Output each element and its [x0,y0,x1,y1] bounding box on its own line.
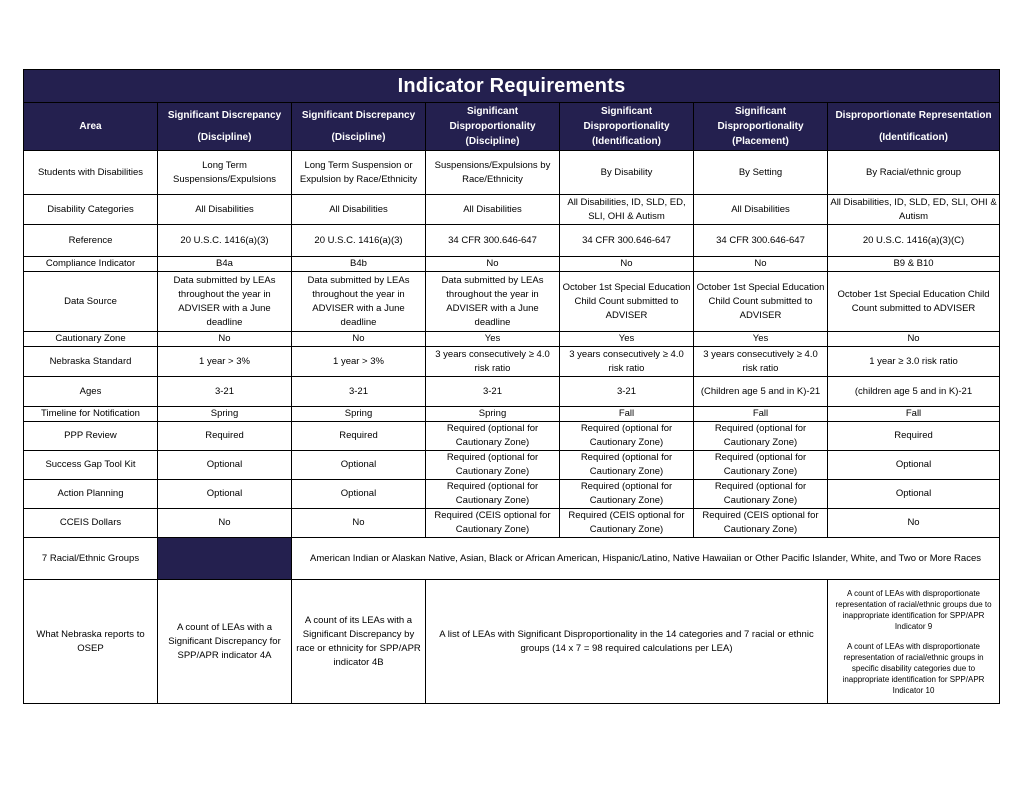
indicator-requirements-table [23,69,1000,704]
table-row [24,151,1000,195]
header-disproportionality-identification [560,103,694,151]
table-cell: 34 CFR 300.646-647 [560,225,694,257]
table-cell: Required (optional for Cautionary Zone) [426,480,560,509]
row-label: Success Gap Tool Kit [24,451,158,480]
table-row [24,451,1000,480]
table-cell: A count of its LEAs with a Significant Discrepancy by race or ethnicity for SPP/APR indicator 4B [292,580,426,704]
table-cell: Optional [292,451,426,480]
table-cell: By Racial/ethnic group [828,151,1000,195]
table-cell: October 1st Special Education Child Count submitted to ADVISER [828,272,1000,332]
table-cell: No [694,257,828,272]
table-cell: 34 CFR 300.646-647 [426,225,560,257]
table-cell: October 1st Special Education Child Count submitted to ADVISER [694,272,828,332]
table-cell: Fall [560,407,694,422]
table-cell: (children age 5 and in K)-21 [828,377,1000,407]
table-cell: B4a [158,257,292,272]
table-cell: Long Term Suspensions/Expulsions [158,151,292,195]
header-line2: (Discipline) [197,132,252,143]
table-cell: Required (optional for Cautionary Zone) [560,480,694,509]
row-label: What Nebraska reports to OSEP [24,580,158,704]
header-significant-discrepancy-1 [158,103,292,151]
table-cell: Optional [828,451,1000,480]
table-cell: 3-21 [292,377,426,407]
table-cell: B4b [292,257,426,272]
row-label: Timeline for Notification [24,407,158,422]
table-cell: 34 CFR 300.646-647 [694,225,828,257]
table-cell: 3 years consecutively ≥ 4.0 risk ratio [426,347,560,377]
table-cell: Yes [694,332,828,347]
table-row [24,347,1000,377]
table-cell: No [292,509,426,538]
row-label: Students with Disabilities [24,151,158,195]
table-cell: Required (optional for Cautionary Zone) [560,451,694,480]
row-label: Compliance Indicator [24,257,158,272]
table-cell: Required (CEIS optional for Cautionary Zone) [426,509,560,538]
header-significant-discrepancy-2 [292,103,426,151]
table-cell: Required (optional for Cautionary Zone) [426,451,560,480]
header-line1: Significant Disproportionality [449,106,536,132]
header-line1: Significant Discrepancy [301,110,416,121]
table-cell: Required (optional for Cautionary Zone) [694,451,828,480]
table-row [24,257,1000,272]
header-line1: Significant Discrepancy [167,110,282,121]
header-area: Area [24,103,158,151]
table-cell: 1 year > 3% [292,347,426,377]
table-row [24,480,1000,509]
table-cell: 3 years consecutively ≥ 4.0 risk ratio [694,347,828,377]
table-cell: B9 & B10 [828,257,1000,272]
table-cell: Optional [828,480,1000,509]
row-label: Cautionary Zone [24,332,158,347]
indicator-10-text: A count of LEAs with disproportionate representation of racial/ethnic groups in specific disability categories due to inappropriate identification for SPP/APR Indicator 10 [842,641,985,695]
page-title: Indicator Requirements [24,70,1000,103]
table-cell: Optional [158,451,292,480]
table-cell: Data submitted by LEAs throughout the year in ADVISER with a June deadline [426,272,560,332]
table-cell: Yes [426,332,560,347]
table-cell: All Disabilities [158,195,292,225]
table-cell: Spring [426,407,560,422]
table-cell: Data submitted by LEAs throughout the year in ADVISER with a June deadline [292,272,426,332]
shaded-cell [158,538,292,580]
significant-disproportionality-report-cell: A list of LEAs with Significant Disproportionality in the 14 categories and 7 racial or ethnic groups (14 x 7 = 98 required calculations per LEA) [426,580,828,704]
table-cell: 3 years consecutively ≥ 4.0 risk ratio [560,347,694,377]
table-row [24,580,1000,704]
header-line2: (Discipline) [331,132,386,143]
table-row [24,272,1000,332]
table-cell: No [426,257,560,272]
table-cell: Yes [560,332,694,347]
table-cell: 20 U.S.C. 1416(a)(3)(C) [828,225,1000,257]
table-cell: October 1st Special Education Child Count submitted to ADVISER [560,272,694,332]
indicator-9-text: A count of LEAs with disproportionate representation of racial/ethnic groups due to inappropriate identification for SPP/APR Indicator 9 [835,588,992,631]
table-cell: No [560,257,694,272]
table-row [24,195,1000,225]
table-cell: Optional [158,480,292,509]
row-label: Nebraska Standard [24,347,158,377]
table-cell: No [828,509,1000,538]
table-cell: All Disabilities [694,195,828,225]
row-label: Action Planning [24,480,158,509]
table-cell: Required [292,422,426,451]
table-cell: Required [158,422,292,451]
table-cell: No [158,332,292,347]
table-cell: Required [828,422,1000,451]
table-cell: Fall [694,407,828,422]
table-cell: Long Term Suspension or Expulsion by Race/Ethnicity [292,151,426,195]
header-line2: (Discipline) [465,136,520,147]
row-label: Data Source [24,272,158,332]
header-line2: (Identification) [879,132,948,143]
table-cell: 1 year > 3% [158,347,292,377]
table-cell: By Disability [560,151,694,195]
table-cell: Required (optional for Cautionary Zone) [426,422,560,451]
table-cell: All Disabilities, ID, SLD, ED, SLI, OHI & Autism [560,195,694,225]
row-label: Ages [24,377,158,407]
table-cell: Spring [292,407,426,422]
header-line1: Disproportionate Representation [835,110,992,121]
table-cell: 3-21 [158,377,292,407]
table-row [24,422,1000,451]
table-cell: Required (CEIS optional for Cautionary Zone) [560,509,694,538]
table-row [24,407,1000,422]
table-cell: Optional [292,480,426,509]
table-cell: No [292,332,426,347]
table-cell: By Setting [694,151,828,195]
racial-ethnic-groups-cell: American Indian or Alaskan Native, Asian, Black or African American, Hispanic/Latino, Native Hawaiian or Other Pacific Islander, White, and Two or More Races [292,538,1000,580]
table-cell: Required (optional for Cautionary Zone) [694,480,828,509]
table-cell: 1 year ≥ 3.0 risk ratio [828,347,1000,377]
table-cell: 3-21 [426,377,560,407]
table-cell: Required (optional for Cautionary Zone) [560,422,694,451]
table-cell: No [828,332,1000,347]
header-line1: Significant Disproportionality [583,106,670,132]
disproportionate-representation-report-cell [828,580,1000,704]
table-cell: No [158,509,292,538]
table-row [24,225,1000,257]
table-row [24,332,1000,347]
header-disproportionality-discipline [426,103,560,151]
table-cell: Required (CEIS optional for Cautionary Zone) [694,509,828,538]
table-cell: Suspensions/Expulsions by Race/Ethnicity [426,151,560,195]
table-cell: All Disabilities [292,195,426,225]
header-line2: (Placement) [732,136,789,147]
table-cell: Data submitted by LEAs throughout the year in ADVISER with a June deadline [158,272,292,332]
table-row [24,538,1000,580]
table-cell: All Disabilities, ID, SLD, ED, SLI, OHI & Autism [828,195,1000,225]
table-cell: Required (optional for Cautionary Zone) [694,422,828,451]
table-row [24,377,1000,407]
header-disproportionate-representation [828,103,1000,151]
table-cell: (Children age 5 and in K)-21 [694,377,828,407]
table-cell: 3-21 [560,377,694,407]
table-cell: A count of LEAs with a Significant Discrepancy for SPP/APR indicator 4A [158,580,292,704]
header-line1: Significant Disproportionality [717,106,804,132]
header-disproportionality-placement [694,103,828,151]
row-label: CCEIS Dollars [24,509,158,538]
header-line2: (Identification) [592,136,661,147]
table-cell: 20 U.S.C. 1416(a)(3) [292,225,426,257]
row-label: Reference [24,225,158,257]
table-row [24,509,1000,538]
row-label: Disability Categories [24,195,158,225]
row-label: PPP Review [24,422,158,451]
table-cell: Fall [828,407,1000,422]
table-cell: 20 U.S.C. 1416(a)(3) [158,225,292,257]
row-label: 7 Racial/Ethnic Groups [24,538,158,580]
table-cell: Spring [158,407,292,422]
table-cell: All Disabilities [426,195,560,225]
